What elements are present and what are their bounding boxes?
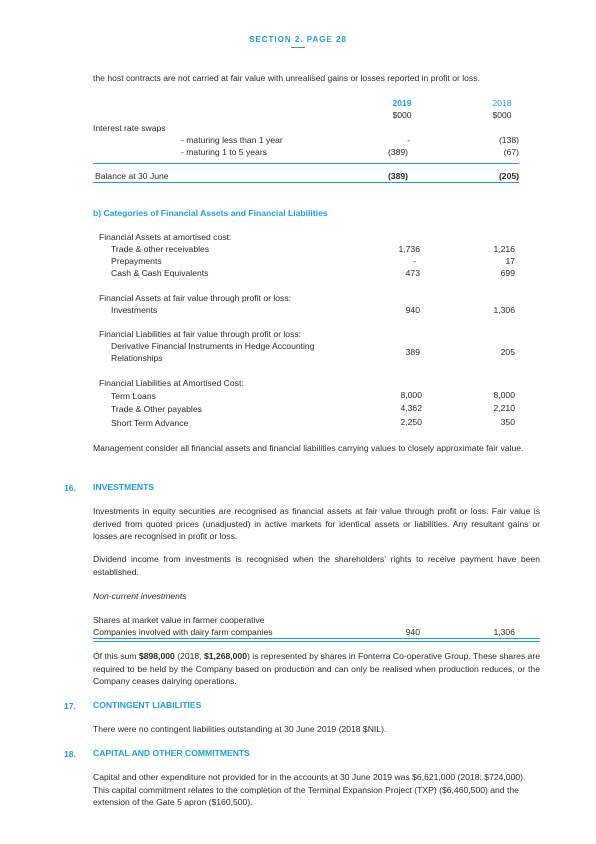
row-label-investments: Investments: [111, 305, 158, 315]
column-unit-2019: $000: [392, 110, 412, 120]
cell-cash-2019: 473: [405, 268, 420, 278]
section-number-18: 18.: [64, 749, 76, 759]
contingent-text: There were no contingent liabilities outstanding at 30 June 2019 (2018 $NIL).: [93, 724, 387, 734]
balance-2018: (205): [498, 171, 519, 181]
cell-term-loans-2019: 8,000: [400, 390, 422, 400]
non-current-subheading: Non-current investments: [93, 591, 187, 601]
row-label-cash: Cash & Cash Equivalents: [111, 268, 209, 278]
investments-paragraph-3: [93, 650, 540, 688]
header-underline: [291, 47, 305, 48]
column-year-2018: 2018: [492, 98, 512, 108]
shares-label-line1: Shares at market value in farmer cooperative: [93, 615, 265, 625]
section-number-17: 17.: [64, 701, 76, 711]
table-cell-2019: (389): [387, 147, 408, 157]
cell-short-term-2019: 2,250: [400, 417, 422, 427]
balance-bottom-rule: [93, 182, 519, 183]
cell-term-loans-2018: 8,000: [493, 390, 515, 400]
section-heading-contingent: CONTINGENT LIABILITIES: [93, 700, 202, 710]
row-label-prepayments: Prepayments: [111, 256, 162, 266]
table-cell-2019: -: [407, 135, 410, 145]
balance-label: Balance at 30 June: [95, 171, 169, 181]
cell-derivative-2019: 389: [405, 347, 420, 357]
column-year-2019: 2019: [392, 98, 412, 108]
intro-paragraph: the host contracts are not carried at fair value with unrealised gains or losses reported in profit or loss.: [93, 73, 480, 83]
table-row-label: - maturing 1 to 5 years: [181, 147, 267, 157]
shares-label-line2: Companies involved with dairy farm companies: [93, 627, 273, 637]
cell-investments-2019: 940: [405, 305, 420, 315]
fv-assets-title: Financial Assets at fair value through profit or loss:: [99, 293, 292, 303]
fv-liabilities-title: Financial Liabilities at fair value through profit or loss:: [99, 329, 302, 339]
capital-text: Capital and other expenditure not provided for in the accounts at 30 June 2019 was $6,621,000 (2018: $724,000). This capital commitment relates to the completion of the Terminal Expansion Project (TXP) ($6,460,500) and the extension of the Gate 5 apron ($160,500).: [93, 772, 526, 808]
cell-derivative-2018: 205: [500, 347, 515, 357]
row-label-short-term-advance: Short Term Advance: [111, 418, 189, 428]
shares-value-2018: 1,306: [493, 627, 515, 637]
row-label-derivative-line1: Derivative Financial Instruments in Hedge Accounting: [111, 341, 315, 351]
cell-trade-payables-2018: 2,210: [493, 403, 515, 413]
cell-trade-receivables-2019: 1,736: [398, 244, 420, 254]
para3-text-c: (2018,: [174, 651, 204, 661]
cell-prepayments-2018: 17: [505, 256, 515, 266]
balance-2019: (389): [387, 171, 408, 181]
para3-text-e: ) is represented by shares in Fonterra Co-operative Group. These shares are required to be held by the Company based on production and can only be realised when production reduces, or the Company ceases dairying operations.: [93, 651, 540, 687]
para3-amount-2018: $1,268,000: [203, 651, 247, 661]
column-unit-2018: $000: [492, 110, 512, 120]
table-cell-2018: (138): [498, 135, 519, 145]
cell-prepayments-2019: -: [413, 256, 416, 266]
shares-value-2019: 940: [405, 627, 420, 637]
page-header: SECTION 2. PAGE 28: [249, 35, 347, 44]
cell-cash-2018: 699: [500, 268, 515, 278]
row-label-derivative-line2: Relationships: [111, 353, 163, 363]
row-label-trade-receivables: Trade & other receivables: [111, 244, 210, 254]
table-cell-2018: (67): [503, 147, 519, 157]
cell-trade-receivables-2018: 1,216: [493, 244, 515, 254]
swap-group-label: Interest rate swaps: [93, 123, 166, 133]
section-heading-investments: INVESTMENTS: [93, 482, 155, 492]
table-row-label: - maturing less than 1 year: [181, 135, 283, 145]
categories-note: Management consider all financial assets and financial liabilities carrying values to closely approximate fair value.: [93, 443, 524, 453]
section-number-16: 16.: [64, 483, 76, 493]
balance-top-rule: [93, 163, 519, 164]
categories-heading: b) Categories of Financial Assets and Financial Liabilities: [93, 208, 328, 218]
shares-rule-2: [93, 641, 540, 642]
investments-paragraph-1: Investments in equity securities are recognised as financial assets at fair value through profit or loss. Fair value is derived from quoted prices (unadjusted) in active markets for identical assets or liabilities. Any resultant gains or losses are recognised in profit or loss.: [93, 506, 540, 542]
para3-text-a: Of this sum: [93, 651, 139, 661]
cell-short-term-2018: 350: [500, 417, 515, 427]
investments-paragraph-2: Dividend income from investments is recognised when the shareholders’ rights to receive payment have been established.: [93, 554, 540, 577]
row-label-trade-payables: Trade & Other payables: [111, 404, 202, 414]
cell-investments-2018: 1,306: [493, 305, 515, 315]
shares-rule-1: [93, 638, 540, 639]
cell-trade-payables-2019: 4,362: [400, 403, 422, 413]
para3-amount-2019: $898,000: [138, 651, 175, 661]
section-heading-capital: CAPITAL AND OTHER COMMITMENTS: [93, 748, 250, 758]
amortised-assets-title: Financial Assets at amortised cost:: [99, 232, 232, 242]
amortised-liabilities-title: Financial Liabilities at Amortised Cost:: [99, 378, 244, 388]
row-label-term-loans: Term Loans: [111, 391, 156, 401]
